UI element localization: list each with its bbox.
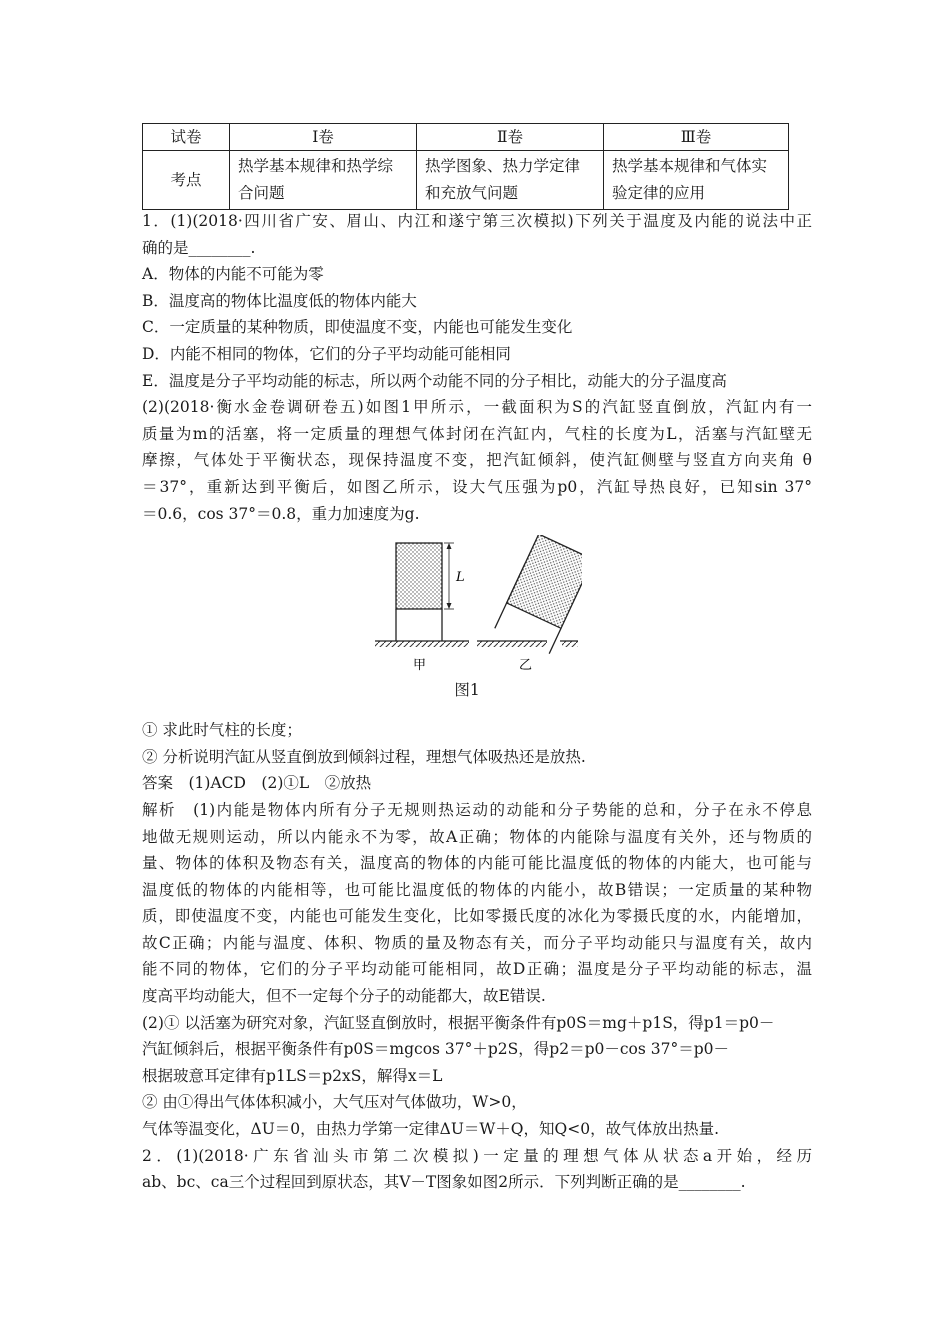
part2-line: ＝37°，重新达到平衡后，如图乙所示，设大气压强为p0，汽缸导热良好，已知sin 37°: [142, 477, 812, 496]
part2-line: 质量为m的活塞，将一定质量的理想气体封闭在汽缸内，气柱的长度为L，活塞与汽缸壁无: [142, 424, 812, 443]
table-row-label: 考点: [143, 151, 230, 210]
table-header-cell: Ⅱ卷: [417, 124, 604, 151]
table-header-cell: Ⅰ卷: [230, 124, 417, 151]
exam-topic-table: [142, 123, 789, 210]
analysis-line: ② 由①得出气体体积减小，大气压对气体做功，W>0，: [142, 1093, 527, 1112]
label-L: L: [456, 570, 465, 586]
figure-caption: 图1: [454, 681, 480, 700]
option-d: D．内能不相同的物体，它们的分子平均动能可能相同: [142, 344, 511, 363]
answer-line: 答案 (1)ACD (2)①L ②放热: [142, 774, 372, 793]
option-a: A．物体的内能不可能为零: [142, 265, 324, 284]
label-jia: 甲: [413, 658, 427, 674]
sub-question: ② 分析说明汽缸从竖直倒放到倾斜过程，理想气体吸热还是放热.: [142, 747, 586, 766]
part2-line: (2)(2018·衡水金卷调研卷五)如图1甲所示，一截面积为S的汽缸竖直倒放，汽缸内有一: [142, 398, 812, 417]
table-row: [143, 151, 789, 210]
option-b: B．温度高的物体比温度低的物体内能大: [142, 291, 417, 310]
analysis-line: (2)① 以活塞为研究对象，汽缸竖直倒放时，根据平衡条件有p0S＝mg＋p1S，得p1＝p0－: [142, 1013, 775, 1032]
analysis-line: 地做无规则运动，所以内能永不为零，故A正确；物体的内能除与温度有关外，还与物质的: [142, 827, 812, 846]
analysis-line: 解析 (1)内能是物体内所有分子无规则热运动的动能和分子势能的总和，分子在永不停息: [142, 800, 812, 819]
table-header-cell: 试卷: [143, 124, 230, 151]
sub-question: ① 求此时气柱的长度；: [142, 721, 302, 740]
figure-1: [142, 527, 812, 717]
table-header-cell: Ⅲ卷: [604, 124, 789, 151]
cylinder-upright: [375, 543, 469, 647]
label-yi: 乙: [519, 658, 533, 674]
analysis-line: 根据玻意耳定律有p1LS＝p2xS，解得x＝L: [142, 1066, 443, 1085]
question-2-stem-line: 2．(1)(2018·广东省汕头市第二次模拟)一定量的理想气体从状态a开始，经历: [142, 1146, 812, 1165]
analysis-line: 能不同的物体，它们的分子平均动能可能相同，故D正确；温度是分子平均动能的标志，温: [142, 960, 812, 979]
table-cell: 热学基本规律和气体实验定律的应用: [604, 151, 789, 210]
analysis-line: 量、物体的体积及物态有关，温度高的物体的内能可能比温度低的物体的内能大，也可能与: [142, 854, 812, 873]
table-cell: 热学图象、热力学定律和充放气问题: [417, 151, 604, 210]
table-cell: 热学基本规律和热学综合问题: [230, 151, 417, 210]
analysis-line: 温度低的物体的内能相等，也可能比温度低的物体的内能小，故B错误；一定质量的某种物: [142, 880, 812, 899]
cylinder-diagram: [372, 535, 582, 675]
option-c: C．一定质量的某种物质，即使温度不变，内能也可能发生变化: [142, 318, 573, 337]
option-e: E．温度是分子平均动能的标志，所以两个动能不同的分子相比，动能大的分子温度高: [142, 371, 727, 390]
part2-line: ＝0.6，cos 37°＝0.8，重力加速度为g.: [142, 504, 420, 523]
question-stem-line: 确的是________.: [142, 238, 256, 257]
question-stem-line: 1．(1)(2018·四川省广安、眉山、内江和遂宁第三次模拟)下列关于温度及内能的说法中正: [142, 212, 812, 230]
question-2-stem-line: ab、bc、ca三个过程回到原状态，其V－T图象如图2所示．下列判断正确的是________.: [142, 1173, 746, 1192]
cylinder-tilted: [477, 535, 582, 654]
part2-line: 摩擦，气体处于平衡状态，现保持温度不变，把汽缸倾斜，使汽缸侧壁与竖直方向夹角 θ: [142, 451, 812, 470]
analysis-line: 气体等温变化，ΔU＝0，由热力学第一定律ΔU＝W＋Q，知Q<0，故气体放出热量.: [142, 1120, 719, 1139]
analysis-line: 度高平均动能大，但不一定每个分子的动能都大，故E错误.: [142, 987, 546, 1006]
analysis-line: 故C正确；内能与温度、体积、物质的量及物态有关，而分子平均动能只与温度有关，故内: [142, 933, 812, 952]
table-header-row: [143, 124, 789, 151]
analysis-line: 质，即使温度不变，内能也可能发生变化，比如零摄氏度的冰化为零摄氏度的水，内能增加，: [142, 907, 812, 926]
document-body: [142, 208, 812, 1196]
analysis-line: 汽缸倾斜后，根据平衡条件有p0S＝mgcos 37°＋p2S，得p2＝p0－cos 37°＝p0－: [142, 1040, 730, 1059]
